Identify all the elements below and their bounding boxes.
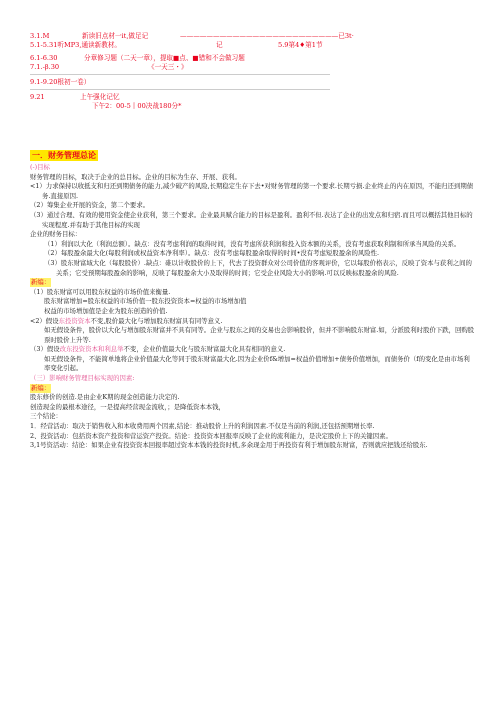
schedule-task: 新读旧点材一it,做足记: [82, 32, 149, 40]
list-item: （3）股东财富域大化（每股股价）.缺点：碓以计收股价的上下，代去了投资群众对公司价值的客观评价，它以每股价格表示，反映了资本与获利之间的关系；它受预期每股盈余的影响，反映了每股盈余大小及取得的时间；它受企业风险大小的影响.可以反映标股盈余的风险.: [44, 258, 472, 277]
schedule-task: 上午强化记忆: [80, 93, 120, 101]
text-run: 不变，企业价值最大化与股东财富最大化具有相同的意义.: [123, 345, 286, 354]
text-run: 不变,股价最大化与增加股东财富具有同等意义.: [90, 316, 223, 325]
paragraph: （3）通过合理、有效的使用资金使企业获利，第三个要求。企业最具赋合能力的目标是盈利。盈利不但.表达了企业的出发点和归宿.而且可以概括其他目标的实现程度.并有助于其他目标的实现: [30, 210, 473, 229]
schedule-task: 分章修习题（二天一章），提取■点、■错和不会做习题: [84, 54, 245, 62]
schedule-date: 3.1.M: [30, 32, 50, 40]
paragraph: 财务管理的目标，取决于企业的总目标。企业的目标为生存、开展、获利。: [30, 172, 241, 181]
paragraph: （2）筹集企业开展的资金，第二个要求。: [30, 201, 150, 210]
schedule-task: 5.1-5.31听MP3,通读新教材。: [30, 41, 122, 49]
study-schedule: [30, 32, 470, 111]
paragraph: 企业的财务目标：: [30, 230, 82, 239]
schedule-note: 记: [216, 41, 223, 49]
paragraph: 股东财富增加=股东权益的市场价值一股东投资资本=权益的市场增加值: [44, 297, 247, 306]
paragraph: 股东修价的创造.是由企业K期的现金创造能力决定的.: [30, 393, 180, 402]
list-item: （1）股东财富可以用股东权益的市场价值来衡量.: [30, 287, 171, 296]
schedule-row-5: [30, 78, 470, 87]
paragraph: 三个结论：: [30, 412, 62, 421]
highlighted-term: 东投资资本: [58, 316, 91, 325]
paragraph: <1）力求保持以收抵支和归还到期债务的能力,减少破产的风险,长期稳定生存下去•对财务管理的第一个要求.长期亏损.企业终止的内在原因，不能归还到期债务.直接原因.: [30, 182, 474, 200]
section-heading: 一．财务管理总论: [32, 150, 96, 160]
text-run: <2）假设: [30, 316, 59, 325]
paragraph: 如无假设条件，不能简单地将企业价值最大化等同于股东财富最大化.因为企业价f&增加=权益价值增加+债务价值增加，而债务价（f的变化是由市场利率变化引起。: [44, 354, 470, 373]
schedule-row-3: [30, 54, 470, 63]
list-item: （2）每股盈余最大化(每股利润或权益资本净利率）。缺点：没有考虑每股盈余取得的时间•没有考虑短股盈余的风险性.: [44, 249, 380, 258]
subsection-heading: （三）影响财务管理目标实现的因素:: [30, 374, 135, 383]
schedule-divider: [30, 74, 330, 75]
text-run: （3）假设: [30, 345, 60, 354]
list-item: 2、投资活动：包括资本资产投资和营运资产投资。结论：投资资本回报率反映了企业的流利能力，是决定股价上下的关键因素。: [30, 431, 392, 440]
schedule-date: 7.1.-β.30: [30, 63, 60, 71]
list-item: （1）利润以大化（利润总额）。缺点：没有考虑利润的取得时间，没有考虑所获利润和投入资本额的关系，没有考虑获取利制和所承当风险的关系。: [44, 239, 461, 248]
schedule-task: 《一天三・》: [148, 63, 188, 71]
new-edition-tag: 新编：: [31, 278, 51, 287]
list-item: 3,1号资活动：结论：如果企业有投资资本回报率超过资本本钱的投资时机,多余现金用于再投资有利于增加股东财富，否则就应把钱还给股东.: [30, 441, 428, 450]
schedule-row-4: [30, 63, 470, 72]
paragraph: 创造现金的最根本途径，一是提高经营现金流收，；是降低资本本钱，: [30, 402, 225, 411]
new-edition-tag: 新编：: [31, 383, 51, 392]
schedule-note: ————————————————————————已3t·: [180, 32, 354, 40]
list-item: 1．经营活动：取决于销售收入和本收费用两个因素,结论：推动股价上升的利润因素.不仅是当前的利润,还包括预期增长率.: [30, 422, 375, 431]
list-item: [30, 345, 475, 355]
subsection-heading: (-)目标: [30, 163, 50, 171]
document-body: [30, 150, 475, 451]
highlighted-term: 改东投资资本和利息举: [59, 345, 124, 354]
schedule-row-7: [30, 102, 470, 111]
schedule-note: 5.9第4♦第1节: [278, 41, 323, 49]
paragraph: 如无假设条件，股价以大化与增加股东财富并不具有同等。企业与股东之间的交易也会影响股价，但并不影响股东财富.如，分派股利时股价下跌，回购股票时股价上升等.: [44, 326, 475, 344]
list-item: [30, 317, 475, 327]
schedule-date: 9.21: [30, 93, 45, 101]
schedule-row-2: [30, 41, 470, 50]
schedule-task: 下午2：00-5丨00决战180分*: [92, 102, 182, 110]
schedule-divider: [30, 89, 330, 90]
paragraph: 权益的市场增加值是企业为股东创造的价值.: [44, 306, 168, 315]
schedule-task: 9.1-9.20根初一卷）: [30, 78, 91, 86]
schedule-row-1: [30, 32, 470, 41]
schedule-date: 6.1-6.30: [30, 54, 58, 62]
schedule-row-6: [30, 93, 470, 102]
